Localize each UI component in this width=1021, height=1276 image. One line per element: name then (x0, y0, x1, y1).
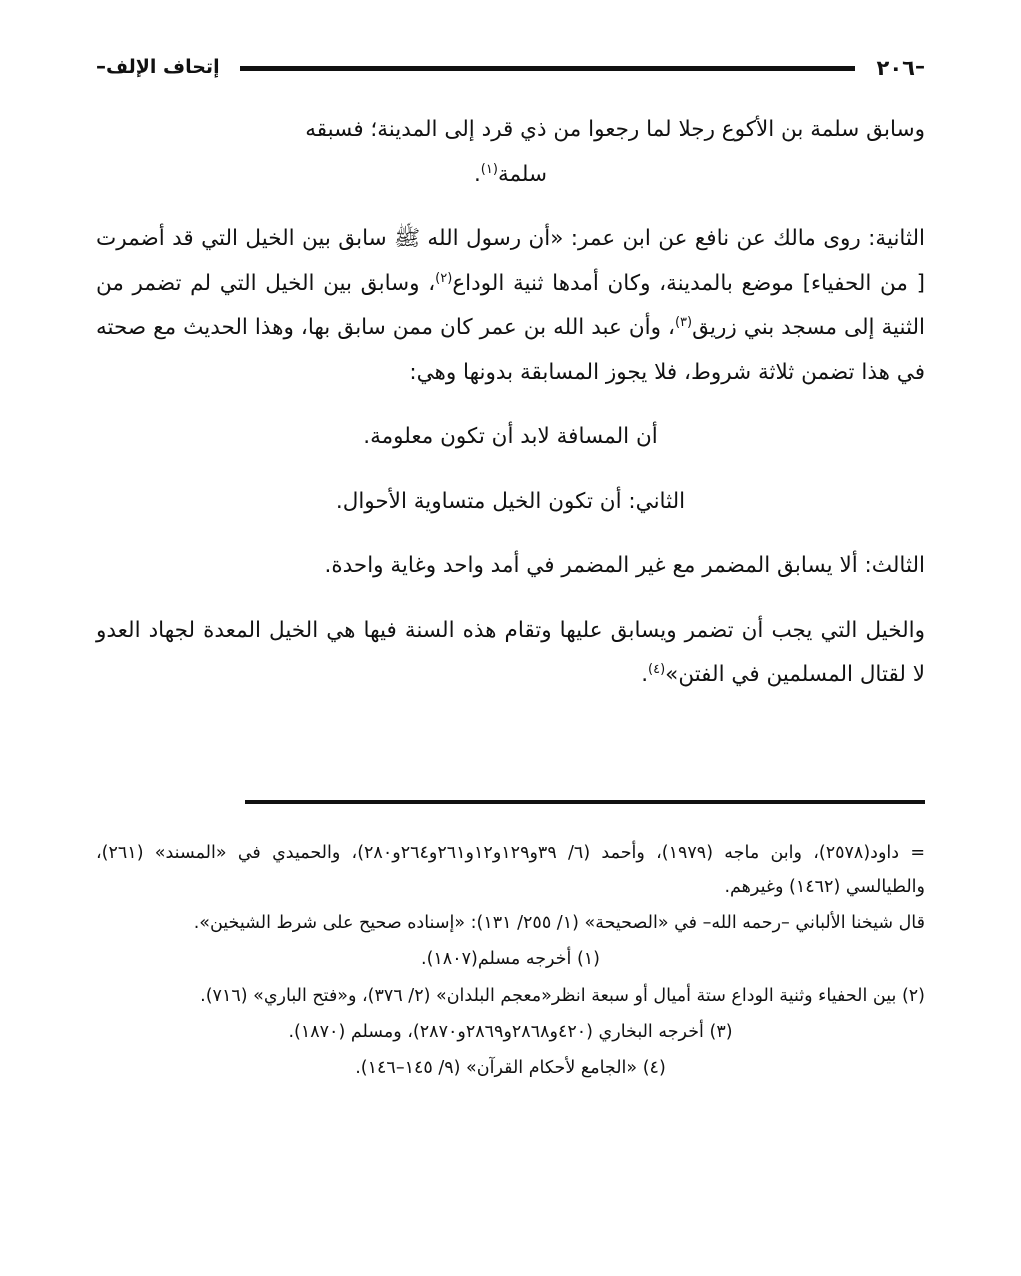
paragraph-2-text-b: ، وسابق بين الخيل التي لم تضمر من الثنية إلى مسجد بني زريق (96, 270, 926, 340)
paragraph-6-end: . (641, 662, 649, 687)
footnote-item-4-marker: (٤) (642, 1057, 666, 1078)
footnotes (96, 836, 925, 1087)
footnote-item-1 (96, 942, 925, 976)
paragraph-6-text: والخيل التي يجب أن تضمر ويسابق عليها وتقام هذه السنة فيها هي الخيل المعدة لجهاد العدو لا لقتال المسلمين في الفتن» (96, 617, 925, 687)
footnote-continuation (96, 836, 925, 904)
footnote-ref-2[interactable]: (٢) (435, 270, 453, 286)
footnote-continuation-text: داود(٢٥٧٨)، وابن ماجه (١٩٧٩)، وأحمد (٦/ ٣٩و١٢٩و١٢و٢٦١و٢٦٤و٢٨٠)، والحميدي في «المسند» (٢٦١)، والطيالسي (١٤٦٢) وغيرهم. (96, 843, 925, 898)
footnote-item-3 (96, 1015, 925, 1049)
footnote-item-1-text: أخرجه مسلم(١٨٠٧). (421, 949, 572, 970)
footnote-ref-4[interactable]: (٤) (648, 661, 666, 677)
footnote-item-3-text: أخرجه البخاري (٤٢٠و٢٨٦٨و٢٨٦٩و٢٨٧٠)، ومسلم (١٨٧٠). (288, 1021, 704, 1042)
paragraph-1-tail: سلمة (497, 161, 548, 187)
paragraph-1-text: وسابق سلمة بن الأكوع رجلا لما رجعوا من ذي قرد إلى المدينة؛ فسبقه (305, 117, 925, 142)
footnote-continuation-marker: = (910, 843, 925, 863)
footnote-separator (245, 800, 925, 804)
footnote-item-3-marker: (٣) (709, 1021, 733, 1042)
paragraph-4: الثاني: أن تكون الخيل متساوية الأحوال. (335, 488, 686, 514)
page-header (96, 46, 925, 86)
book-title: إتحاف الإلف (106, 56, 220, 78)
paragraph-3: أن المسافة لابد أن تكون معلومة. (363, 424, 658, 449)
footnote-item-2 (96, 979, 925, 1013)
footnote-item-4-text: «الجامع لأحكام القرآن» (٩/ ١٤٥–١٤٦). (355, 1057, 638, 1078)
footnote-ref-1[interactable]: (١) (480, 161, 498, 177)
footnote-item-2-marker: (٢) (901, 985, 925, 1006)
paragraph-5: الثالث: ألا يسابق المضمر مع غير المضمر في أمد واحد وغاية واحدة. (324, 553, 925, 578)
paragraph-1 (96, 108, 925, 197)
paragraph-2-text-a: الثانية: روى مالك عن نافع عن ابن عمر: «أن رسول الله ﷺ سابق بين الخيل التي قد أضمرت [ من الحفياء] موضع بالمدينة، وكان أمدها ثنية الوداع (96, 226, 926, 296)
paragraph-2 (96, 217, 925, 395)
body-text (96, 108, 925, 718)
paragraph-6 (96, 609, 925, 698)
header-dash-right: – (915, 54, 925, 78)
paragraph-1-tail-end: . (473, 161, 481, 187)
footnote-albani-text: قال شيخنا الألباني –رحمه الله– في «الصحيحة» (١/ ٢٥٥/ ١٣١): «إسناده صحيح على شرط الشيخين». (193, 913, 925, 934)
footnote-ref-3[interactable]: (٣) (674, 314, 693, 330)
paragraph-2-text-c: ، وأن عبد الله بن عمر كان ممن سابق بها، وهذا الحديث مع صحته في هذا تضمن ثلاثة شروط، فلا يجوز المسابقة بدونها وهي: (96, 315, 925, 385)
footnote-item-2-text: بين الحفياء وثنية الوداع ستة أميال أو سبعة انظر«معجم البلدان» (٢/ ٣٧٦)، و«فتح الباري» (٧١٦). (200, 985, 897, 1006)
footnote-albani (96, 906, 925, 940)
header-dash-left: – (96, 54, 106, 78)
footnote-item-1-marker: (١) (576, 949, 600, 970)
page-number: ٢٠٦ (876, 56, 915, 80)
footnote-item-4 (96, 1051, 925, 1085)
header-rule (240, 66, 855, 71)
